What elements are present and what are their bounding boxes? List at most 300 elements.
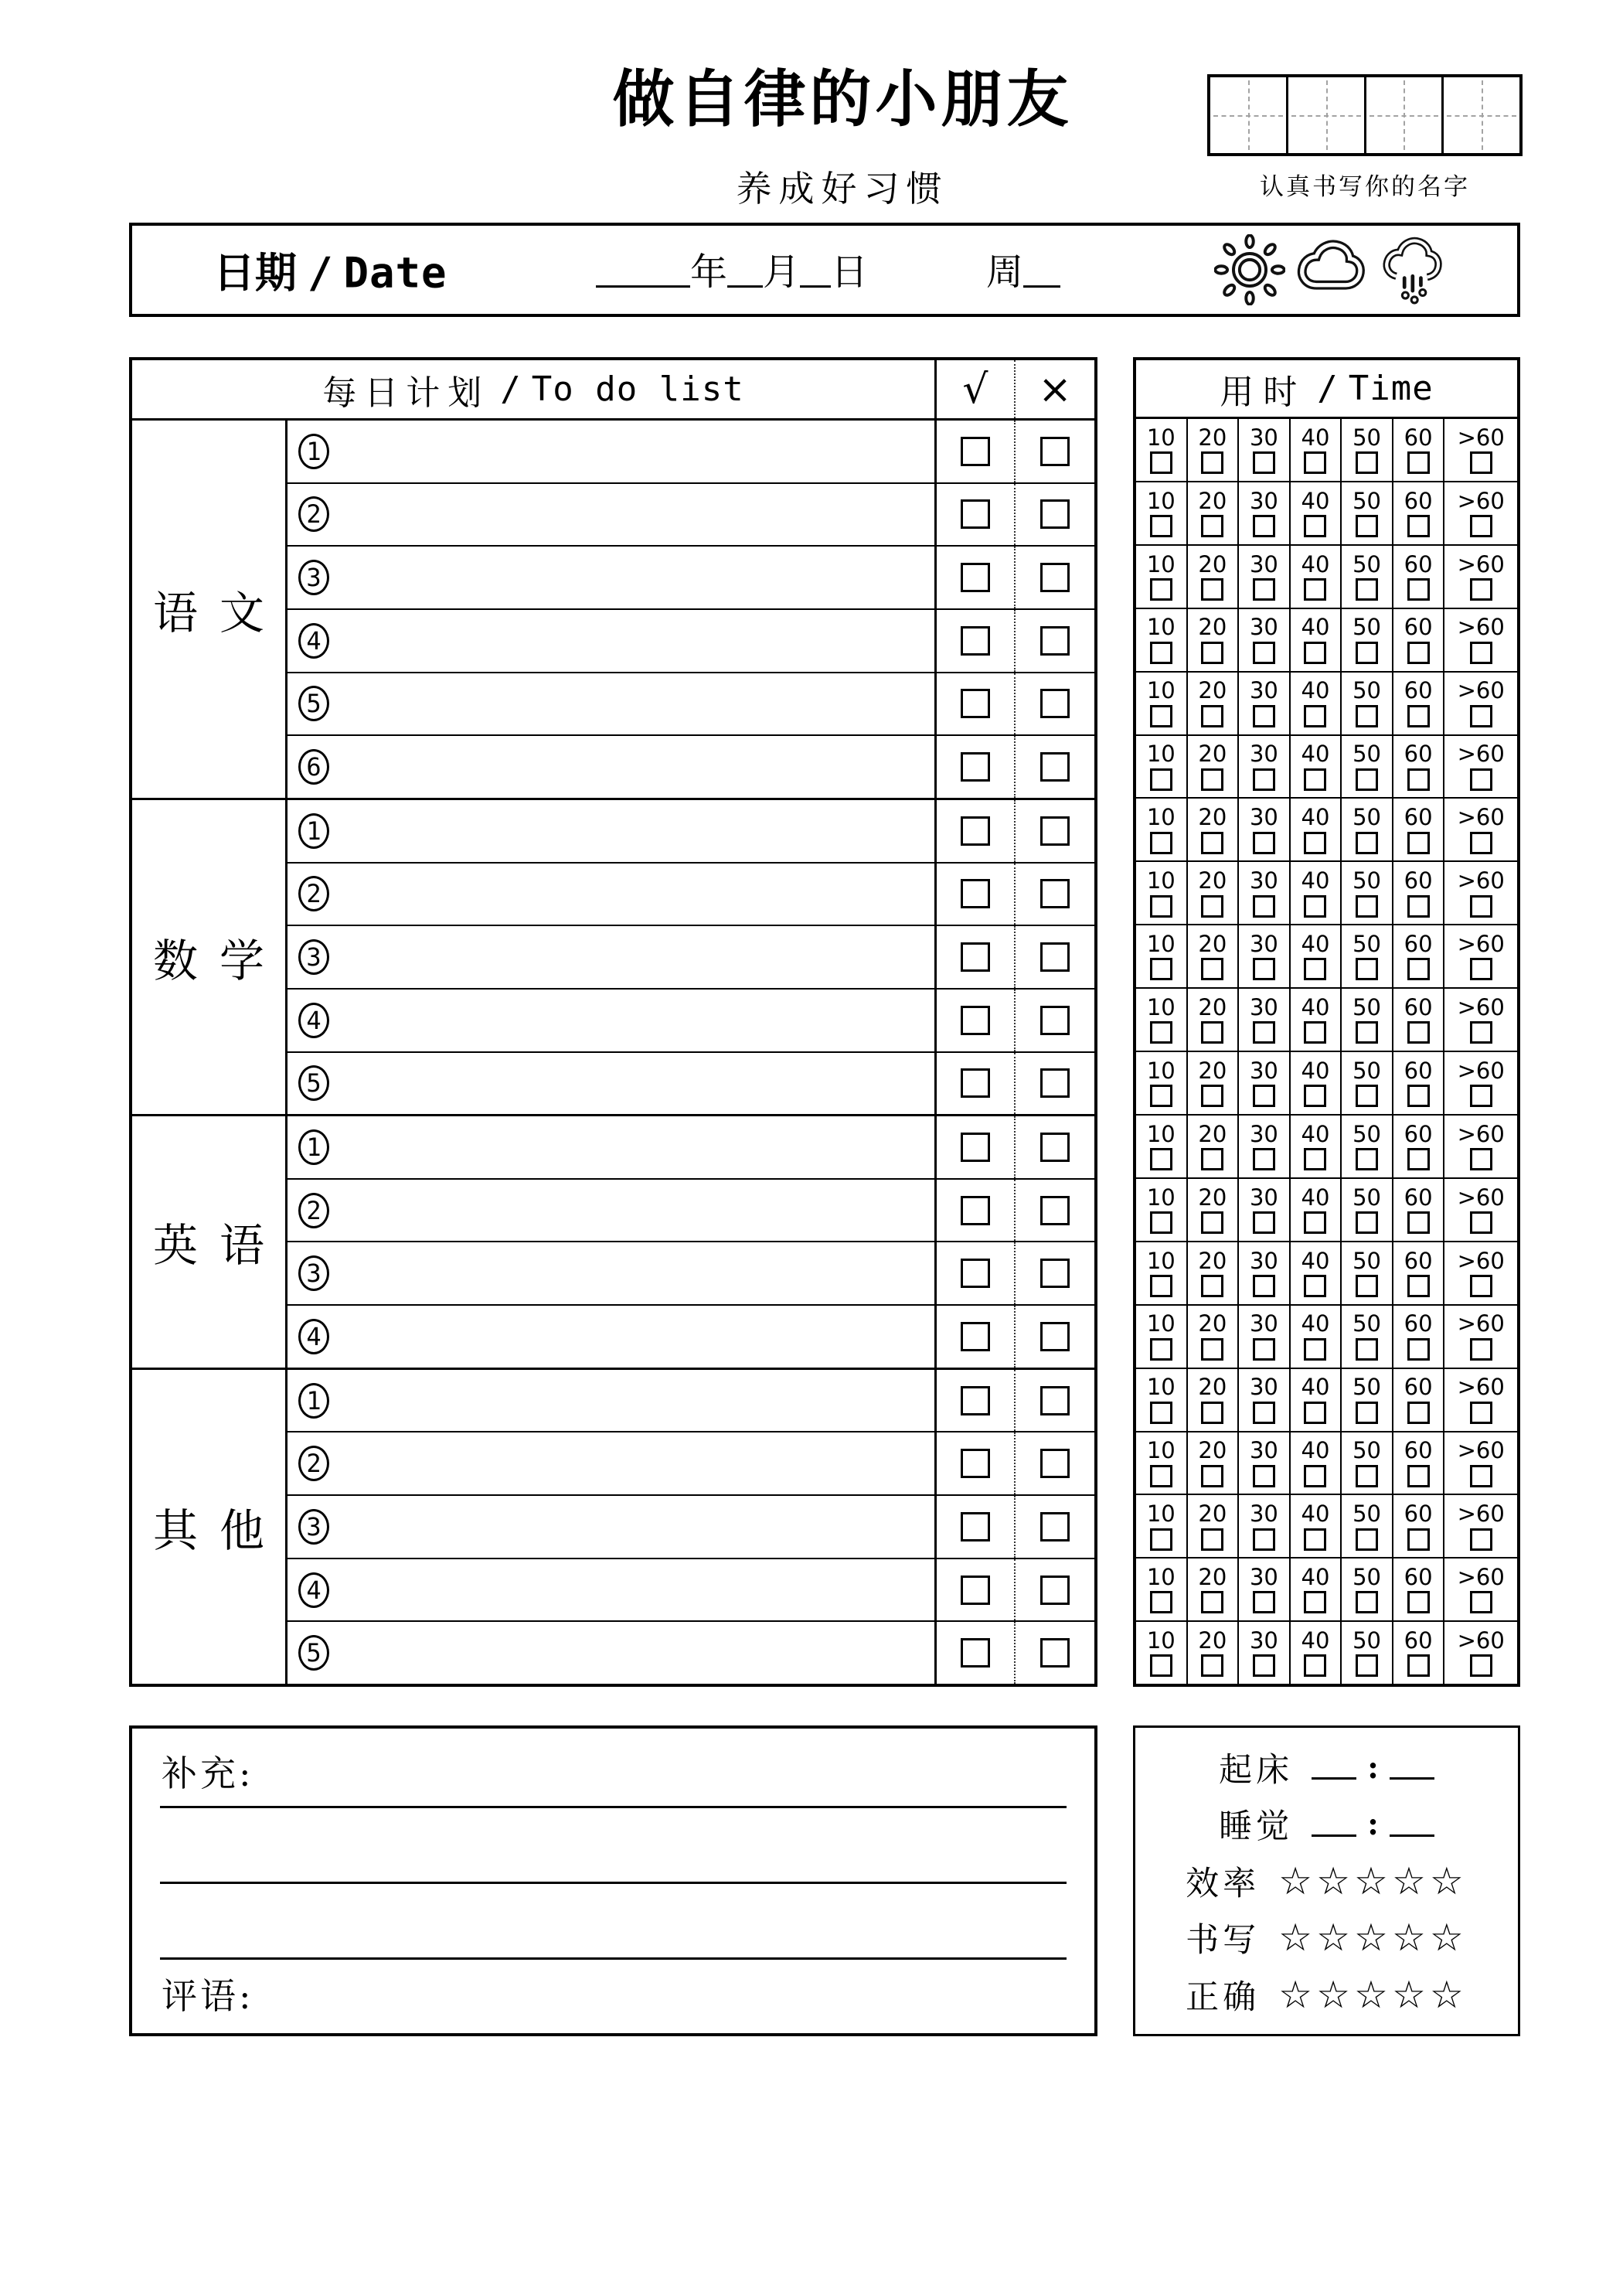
time-minutes-label: 40 (1301, 1564, 1330, 1591)
task-write-area[interactable] (329, 610, 934, 672)
not-done-checkbox[interactable] (1040, 563, 1070, 592)
name-box-cell[interactable] (1286, 77, 1364, 153)
time-checkbox[interactable] (1407, 958, 1430, 980)
time-checkbox[interactable] (1150, 1211, 1172, 1234)
time-minutes-label: 10 (1146, 804, 1176, 831)
time-checkbox[interactable] (1150, 958, 1172, 980)
time-cell (1443, 1622, 1517, 1684)
time-checkbox[interactable] (1407, 895, 1430, 918)
time-minutes-label: 40 (1301, 741, 1330, 768)
time-checkbox[interactable] (1304, 768, 1326, 791)
month-blank-field[interactable] (727, 258, 763, 288)
time-row (1136, 1177, 1517, 1241)
time-minutes-label: 40 (1301, 867, 1330, 894)
time-checkbox[interactable] (1201, 768, 1223, 791)
time-checkbox[interactable] (1470, 1654, 1492, 1677)
not-done-checkbox[interactable] (1040, 1006, 1070, 1035)
task-write-area[interactable] (329, 1242, 934, 1304)
not-done-checkbox[interactable] (1040, 499, 1070, 529)
time-minutes-label: 60 (1404, 550, 1433, 577)
time-minutes-label: 10 (1146, 1120, 1176, 1147)
time-checkbox[interactable] (1253, 1085, 1275, 1107)
week-blank-field[interactable] (1023, 258, 1060, 288)
time-checkbox[interactable] (1304, 895, 1326, 918)
time-checkbox[interactable] (1407, 1654, 1430, 1677)
date-label-en: Date (343, 248, 447, 298)
task-write-area[interactable] (329, 1180, 934, 1242)
subject-label: 英语 (132, 1116, 288, 1368)
time-checkbox[interactable] (1407, 1402, 1430, 1424)
time-checkbox[interactable] (1150, 1085, 1172, 1107)
time-checkbox[interactable] (1150, 1338, 1172, 1361)
time-checkbox[interactable] (1201, 1654, 1223, 1677)
sun-icon[interactable] (1214, 234, 1285, 305)
time-checkbox[interactable] (1407, 1338, 1430, 1361)
time-checkbox[interactable] (1253, 1402, 1275, 1424)
time-checkbox[interactable] (1304, 1275, 1326, 1297)
done-checkbox[interactable] (961, 1133, 990, 1162)
time-checkbox[interactable] (1470, 1085, 1492, 1107)
check-cell (934, 1559, 1014, 1621)
not-done-checkbox[interactable] (1040, 1512, 1070, 1541)
time-checkbox[interactable] (1304, 1211, 1326, 1234)
time-checkbox[interactable] (1356, 515, 1378, 537)
time-checkbox[interactable] (1150, 1465, 1172, 1487)
time-checkbox[interactable] (1407, 1465, 1430, 1487)
time-checkbox[interactable] (1470, 705, 1492, 727)
cross-cell (1014, 1622, 1094, 1684)
todo-row (288, 800, 1094, 862)
time-checkbox[interactable] (1304, 705, 1326, 727)
not-done-checkbox[interactable] (1040, 1386, 1070, 1415)
time-checkbox[interactable] (1201, 895, 1223, 918)
time-minutes-label: 50 (1352, 993, 1381, 1020)
time-checkbox[interactable] (1201, 642, 1223, 664)
time-checkbox[interactable] (1304, 1528, 1326, 1551)
time-minutes-label: 10 (1146, 993, 1176, 1020)
time-checkbox[interactable] (1201, 1528, 1223, 1551)
task-write-area[interactable] (329, 1116, 934, 1178)
name-writing-grid (1207, 74, 1523, 156)
todo-row (288, 1494, 1094, 1558)
time-checkbox[interactable] (1407, 1211, 1430, 1234)
done-checkbox[interactable] (961, 1196, 990, 1225)
time-checkbox[interactable] (1470, 515, 1492, 537)
task-write-area[interactable] (329, 1559, 934, 1621)
time-checkbox[interactable] (1150, 1591, 1172, 1613)
time-checkbox[interactable] (1253, 832, 1275, 854)
time-cell (1136, 1242, 1186, 1304)
minute-blank-field[interactable] (1390, 1755, 1434, 1780)
time-checkbox[interactable] (1253, 451, 1275, 474)
done-checkbox[interactable] (961, 1576, 990, 1605)
time-checkbox[interactable] (1150, 1275, 1172, 1297)
time-checkbox[interactable] (1470, 958, 1492, 980)
hour-blank-field[interactable] (1312, 1812, 1356, 1837)
time-checkbox[interactable] (1201, 832, 1223, 854)
time-checkbox[interactable] (1407, 768, 1430, 791)
time-checkbox[interactable] (1253, 1591, 1275, 1613)
time-minutes-label: 50 (1352, 1057, 1381, 1084)
not-done-checkbox[interactable] (1040, 752, 1070, 782)
time-checkbox[interactable] (1356, 451, 1378, 474)
time-checkbox[interactable] (1470, 1211, 1492, 1234)
time-checkbox[interactable] (1356, 1211, 1378, 1234)
done-checkbox[interactable] (961, 1449, 990, 1478)
time-checkbox[interactable] (1407, 1275, 1430, 1297)
time-checkbox[interactable] (1201, 578, 1223, 601)
name-box-cell[interactable] (1210, 77, 1286, 153)
time-checkbox[interactable] (1304, 515, 1326, 537)
time-checkbox[interactable] (1470, 451, 1492, 474)
time-checkbox[interactable] (1150, 1654, 1172, 1677)
time-checkbox[interactable] (1304, 1591, 1326, 1613)
time-checkbox[interactable] (1253, 642, 1275, 664)
time-checkbox[interactable] (1470, 1275, 1492, 1297)
task-number: 5 (298, 1635, 329, 1671)
time-checkbox[interactable] (1201, 451, 1223, 474)
time-cell (1340, 799, 1392, 860)
time-checkbox[interactable] (1356, 768, 1378, 791)
not-done-checkbox[interactable] (1040, 1322, 1070, 1351)
time-cell (1186, 989, 1238, 1051)
time-checkbox[interactable] (1470, 1148, 1492, 1170)
task-write-area[interactable] (329, 1370, 934, 1432)
time-checkbox[interactable] (1304, 642, 1326, 664)
time-minutes-label: >60 (1457, 1627, 1505, 1654)
done-checkbox[interactable] (961, 563, 990, 592)
task-write-area[interactable] (329, 864, 934, 925)
time-checkbox[interactable] (1407, 642, 1430, 664)
time-checkbox[interactable] (1470, 1591, 1492, 1613)
time-checkbox[interactable] (1150, 451, 1172, 474)
done-checkbox[interactable] (961, 1006, 990, 1035)
time-checkbox[interactable] (1356, 642, 1378, 664)
task-write-area[interactable] (329, 547, 934, 608)
time-checkbox[interactable] (1253, 768, 1275, 791)
time-checkbox[interactable] (1150, 705, 1172, 727)
time-checkbox[interactable] (1253, 1654, 1275, 1677)
time-checkbox[interactable] (1356, 1085, 1378, 1107)
star-rating[interactable]: ☆☆☆☆☆ (1278, 1972, 1468, 2017)
task-write-area[interactable] (329, 736, 934, 798)
time-checkbox[interactable] (1253, 705, 1275, 727)
time-checkbox[interactable] (1304, 578, 1326, 601)
time-checkbox[interactable] (1356, 1148, 1378, 1170)
time-checkbox[interactable] (1304, 832, 1326, 854)
name-box-cell[interactable] (1441, 77, 1519, 153)
time-checkbox[interactable] (1356, 958, 1378, 980)
done-checkbox[interactable] (961, 1322, 990, 1351)
task-write-area[interactable] (329, 926, 934, 988)
time-minutes-label: 60 (1404, 677, 1433, 704)
not-done-checkbox[interactable] (1040, 1576, 1070, 1605)
time-checkbox[interactable] (1253, 1528, 1275, 1551)
time-checkbox[interactable] (1150, 515, 1172, 537)
not-done-checkbox[interactable] (1040, 1638, 1070, 1667)
time-minutes-label: 20 (1198, 1057, 1227, 1084)
time-checkbox[interactable] (1150, 1148, 1172, 1170)
time-checkbox[interactable] (1253, 1465, 1275, 1487)
time-cell (1443, 1432, 1517, 1494)
time-minutes-label: 10 (1146, 1184, 1176, 1211)
date-section (129, 223, 1520, 317)
time-minutes-label: 20 (1198, 1564, 1227, 1591)
time-checkbox[interactable] (1304, 1402, 1326, 1424)
weather-icons (1214, 234, 1449, 305)
task-write-area[interactable] (329, 1496, 934, 1558)
time-minutes-label: 10 (1146, 930, 1176, 957)
time-checkbox[interactable] (1407, 1085, 1430, 1107)
task-number: 1 (298, 1383, 329, 1419)
not-done-checkbox[interactable] (1040, 942, 1070, 972)
time-row (1136, 1051, 1517, 1114)
time-checkbox[interactable] (1304, 1021, 1326, 1044)
time-checkbox[interactable] (1201, 1402, 1223, 1424)
writing-line[interactable] (160, 1806, 1067, 1808)
done-checkbox[interactable] (961, 1068, 990, 1098)
time-checkbox[interactable] (1356, 1275, 1378, 1297)
time-checkbox[interactable] (1150, 1402, 1172, 1424)
hour-blank-field[interactable] (1312, 1755, 1356, 1780)
month-suffix: 月 (763, 250, 801, 295)
time-cell (1186, 1116, 1238, 1177)
time-minutes-label: >60 (1457, 993, 1505, 1020)
done-checkbox[interactable] (961, 942, 990, 972)
task-write-area[interactable] (329, 1053, 934, 1115)
todo-row (288, 1370, 1094, 1432)
time-checkbox[interactable] (1201, 1591, 1223, 1613)
time-checkbox[interactable] (1470, 1528, 1492, 1551)
time-checkbox[interactable] (1407, 1591, 1430, 1613)
not-done-checkbox[interactable] (1040, 1259, 1070, 1288)
time-checkbox[interactable] (1470, 832, 1492, 854)
task-write-area[interactable] (329, 673, 934, 735)
task-number: 3 (298, 560, 329, 595)
subject-label: 语文 (132, 421, 288, 798)
time-checkbox[interactable] (1356, 895, 1378, 918)
time-checkbox[interactable] (1407, 1528, 1430, 1551)
time-checkbox[interactable] (1407, 705, 1430, 727)
time-checkbox[interactable] (1201, 958, 1223, 980)
done-checkbox[interactable] (961, 626, 990, 656)
time-checkbox[interactable] (1201, 1211, 1223, 1234)
time-checkbox[interactable] (1304, 451, 1326, 474)
time-cell (1237, 609, 1289, 671)
cross-column-header (1014, 360, 1094, 418)
time-checkbox[interactable] (1356, 1654, 1378, 1677)
time-cell (1186, 1306, 1238, 1368)
done-checkbox[interactable] (961, 1638, 990, 1667)
time-checkbox[interactable] (1356, 578, 1378, 601)
time-checkbox[interactable] (1356, 1021, 1378, 1044)
time-minutes-label: 30 (1249, 1184, 1278, 1211)
time-cell (1136, 1179, 1186, 1241)
writing-line[interactable] (160, 1882, 1067, 1884)
time-cell (1443, 1179, 1517, 1241)
time-row (1136, 1431, 1517, 1494)
time-cell (1136, 546, 1186, 608)
time-checkbox[interactable] (1407, 1148, 1430, 1170)
not-done-checkbox[interactable] (1040, 1449, 1070, 1478)
time-checkbox[interactable] (1150, 1528, 1172, 1551)
task-write-area[interactable] (329, 1622, 934, 1684)
time-checkbox[interactable] (1356, 1402, 1378, 1424)
time-checkbox[interactable] (1304, 1338, 1326, 1361)
time-checkbox[interactable] (1253, 578, 1275, 601)
time-checkbox[interactable] (1407, 1021, 1430, 1044)
time-checkbox[interactable] (1253, 1148, 1275, 1170)
time-checkbox[interactable] (1470, 1465, 1492, 1487)
check-cell (934, 1622, 1014, 1684)
time-cell (1340, 673, 1392, 734)
time-checkbox[interactable] (1150, 1021, 1172, 1044)
time-checkbox[interactable] (1470, 768, 1492, 791)
time-cell (1289, 673, 1341, 734)
time-cell (1340, 736, 1392, 798)
summary-section (1133, 1725, 1520, 2036)
time-checkbox[interactable] (1407, 578, 1430, 601)
star-rating[interactable]: ☆☆☆☆☆ (1278, 1858, 1468, 1903)
cloud-icon[interactable] (1296, 234, 1367, 305)
time-checkbox[interactable] (1150, 768, 1172, 791)
time-checkbox[interactable] (1470, 1402, 1492, 1424)
not-done-checkbox[interactable] (1040, 1068, 1070, 1098)
time-checkbox[interactable] (1470, 642, 1492, 664)
time-cell (1392, 1495, 1444, 1557)
task-write-area[interactable] (329, 484, 934, 546)
time-checkbox[interactable] (1201, 1465, 1223, 1487)
time-checkbox[interactable] (1304, 958, 1326, 980)
time-cell (1392, 1622, 1444, 1684)
done-checkbox[interactable] (961, 1512, 990, 1541)
time-checkbox[interactable] (1356, 1338, 1378, 1361)
time-checkbox[interactable] (1253, 958, 1275, 980)
writing-line[interactable] (160, 1957, 1067, 1960)
time-cell (1186, 799, 1238, 860)
time-checkbox[interactable] (1304, 1654, 1326, 1677)
minute-blank-field[interactable] (1390, 1812, 1434, 1837)
time-minutes-label: >60 (1457, 930, 1505, 957)
time-checkbox[interactable] (1356, 1528, 1378, 1551)
time-checkbox[interactable] (1470, 1021, 1492, 1044)
time-checkbox[interactable] (1407, 451, 1430, 474)
not-done-checkbox[interactable] (1040, 1196, 1070, 1225)
time-checkbox[interactable] (1201, 1275, 1223, 1297)
time-minutes-label: 10 (1146, 614, 1176, 641)
time-minutes-label: 40 (1301, 993, 1330, 1020)
task-number: 5 (298, 686, 329, 721)
time-row (1136, 608, 1517, 671)
time-cell (1136, 419, 1186, 481)
summary-row (1140, 1971, 1513, 2018)
task-write-area[interactable] (329, 421, 934, 482)
cross-cell (1014, 1306, 1094, 1368)
done-checkbox[interactable] (961, 499, 990, 529)
time-checkbox[interactable] (1201, 1085, 1223, 1107)
time-checkbox[interactable] (1253, 1021, 1275, 1044)
done-checkbox[interactable] (961, 816, 990, 846)
done-checkbox[interactable] (961, 1386, 990, 1415)
time-cell (1237, 1242, 1289, 1304)
check-cell (934, 864, 1014, 925)
time-cell (1392, 1432, 1444, 1494)
time-minutes-label: 40 (1301, 424, 1330, 451)
year-blank-field[interactable] (596, 258, 690, 288)
summary-label: 效率 (1186, 1864, 1261, 1903)
time-checkbox[interactable] (1150, 895, 1172, 918)
time-checkbox[interactable] (1150, 642, 1172, 664)
time-cell (1237, 799, 1289, 860)
time-checkbox[interactable] (1201, 705, 1223, 727)
rain-icon[interactable] (1378, 234, 1449, 305)
done-checkbox[interactable] (961, 1259, 990, 1288)
time-row (1136, 419, 1517, 481)
cross-cell (1014, 926, 1094, 988)
time-checkbox[interactable] (1253, 1211, 1275, 1234)
time-checkbox[interactable] (1201, 1338, 1223, 1361)
time-checkbox[interactable] (1253, 895, 1275, 918)
task-write-area[interactable] (329, 1306, 934, 1368)
not-done-checkbox[interactable] (1040, 626, 1070, 656)
time-checkbox[interactable] (1356, 1465, 1378, 1487)
time-cell (1443, 546, 1517, 608)
done-checkbox[interactable] (961, 689, 990, 718)
time-checkbox[interactable] (1407, 832, 1430, 854)
time-checkbox[interactable] (1253, 515, 1275, 537)
time-checkbox[interactable] (1253, 1275, 1275, 1297)
summary-row (1140, 1914, 1513, 1961)
time-minutes-label: 60 (1404, 804, 1433, 831)
name-box-cell[interactable] (1364, 77, 1442, 153)
time-checkbox[interactable] (1201, 1148, 1223, 1170)
time-checkbox[interactable] (1201, 515, 1223, 537)
done-checkbox[interactable] (961, 752, 990, 782)
time-checkbox[interactable] (1253, 1338, 1275, 1361)
not-done-checkbox[interactable] (1040, 437, 1070, 466)
done-checkbox[interactable] (961, 879, 990, 908)
not-done-checkbox[interactable] (1040, 879, 1070, 908)
time-minutes-label: 60 (1404, 1374, 1433, 1401)
not-done-checkbox[interactable] (1040, 689, 1070, 718)
time-checkbox[interactable] (1201, 1021, 1223, 1044)
time-checkbox[interactable] (1356, 832, 1378, 854)
time-checkbox[interactable] (1470, 578, 1492, 601)
task-number: 4 (298, 1003, 329, 1038)
time-checkbox[interactable] (1304, 1148, 1326, 1170)
task-number: 4 (298, 1572, 329, 1608)
task-write-area[interactable] (329, 1432, 934, 1494)
time-checkbox[interactable] (1407, 515, 1430, 537)
time-checkbox[interactable] (1304, 1465, 1326, 1487)
time-checkbox[interactable] (1356, 1591, 1378, 1613)
star-rating[interactable]: ☆☆☆☆☆ (1278, 1916, 1468, 1960)
task-write-area[interactable] (329, 990, 934, 1051)
task-write-area[interactable] (329, 800, 934, 862)
done-checkbox[interactable] (961, 437, 990, 466)
day-blank-field[interactable] (800, 258, 831, 288)
time-cell (1289, 482, 1341, 544)
not-done-checkbox[interactable] (1040, 1133, 1070, 1162)
time-checkbox[interactable] (1356, 705, 1378, 727)
time-minutes-label: 30 (1249, 1564, 1278, 1591)
time-checkbox[interactable] (1470, 1338, 1492, 1361)
time-checkbox[interactable] (1470, 895, 1492, 918)
time-checkbox[interactable] (1304, 1085, 1326, 1107)
not-done-checkbox[interactable] (1040, 816, 1070, 846)
time-checkbox[interactable] (1150, 832, 1172, 854)
time-checkbox[interactable] (1150, 578, 1172, 601)
